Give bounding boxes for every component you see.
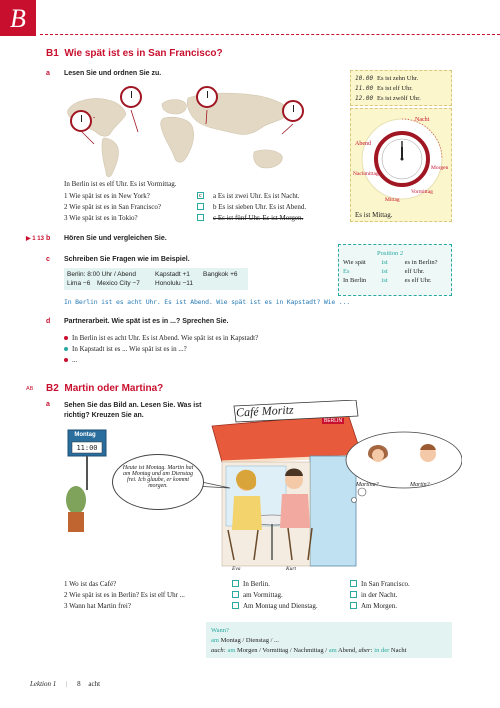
clock-label-nachmittag: Nachmittag xyxy=(353,171,379,177)
street-sign-day: Montag xyxy=(74,432,96,438)
footer-page-word: acht xyxy=(88,680,101,688)
bullet-dot-icon xyxy=(64,347,68,351)
question-row xyxy=(64,190,204,201)
eva-speech-bubble: Heute ist Montag. Martin hat am Montag und am Dienstag frei. Ich glaube, er kommt morgen. xyxy=(112,454,204,510)
footer-divider: | xyxy=(66,680,68,688)
footer-lesson: Lektion 1 xyxy=(30,680,57,688)
clock-label-nacht: Nacht xyxy=(415,117,430,123)
b1-c-instruction: Schreiben Sie Fragen wie im Beispiel. xyxy=(64,256,190,263)
question-text: 2 Wie spät ist es in San Francisco? xyxy=(64,202,161,211)
checkbox[interactable] xyxy=(350,602,357,609)
bullet-dot-icon xyxy=(64,336,68,340)
audio-track-tag[interactable]: ▶ 1 13 xyxy=(26,236,44,242)
thought-label-martin: Martin? xyxy=(410,482,430,488)
answer-text: a Es ist zwei Uhr. Es ist Nacht. xyxy=(213,191,300,200)
b1-b-letter: b xyxy=(46,235,51,242)
wann-line-2: auch: am Morgen / Vormittag / Nachmittag / am Abend, aber: in der Nacht xyxy=(211,647,407,654)
b2-a-instruction: Sehen Sie das Bild an. Lesen Sie. Was ist richtig? Kreuzen Sie an. xyxy=(64,402,202,419)
checkbox[interactable] xyxy=(350,580,357,587)
b1-d-letter: d xyxy=(46,318,51,325)
b1-a-letter: a xyxy=(46,70,50,77)
thought-label-martina: Martina? xyxy=(356,482,379,488)
b1-b-instruction: Hören Sie und vergleichen Sie. xyxy=(64,235,167,242)
handwritten-example: In Berlin ist es acht Uhr. Es ist Abend. Wie spät ist es in Kapstadt? Wie ... xyxy=(64,298,350,306)
answer-box[interactable] xyxy=(197,203,204,210)
bullet-dot-icon xyxy=(64,358,68,362)
clock-label-morgen: Morgen xyxy=(431,165,449,171)
b2-option[interactable]: Am Montag und Dienstag. xyxy=(232,600,318,611)
b1-a-instruction: Lesen Sie und ordnen Sie zu. xyxy=(64,70,162,77)
b1-d-bullets xyxy=(64,332,258,365)
question-row xyxy=(64,212,204,223)
checkbox[interactable] xyxy=(350,591,357,598)
clock-label-mittag: Mittag xyxy=(385,197,400,203)
b1-heading: B1 Wie spät ist es in San Francisco? xyxy=(46,48,223,59)
answer-box[interactable] xyxy=(197,214,204,221)
grammar-position-box xyxy=(338,244,452,296)
b2-heading: B2 Martin oder Martina? xyxy=(46,383,164,394)
b2-option[interactable]: In San Francisco. xyxy=(350,578,410,589)
top-divider xyxy=(40,34,500,35)
wann-line-1: am Montag / Dienstag / ... xyxy=(211,637,279,644)
b1-d-instruction: Partnerarbeit. Wie spät ist es in ...? Sprechen Sie. xyxy=(64,318,229,325)
question-text: 3 Wie spät ist es in Tokio? xyxy=(64,213,138,222)
clock-caption: Es ist Mittag. xyxy=(355,211,393,219)
page-footer xyxy=(30,680,100,688)
section-badge: B xyxy=(0,0,36,36)
clock-label-abend: Abend xyxy=(355,141,371,147)
question-text: 1 Wie spät ist es in New York? xyxy=(64,191,150,200)
answer-row xyxy=(213,190,353,201)
b1-c-letter: c xyxy=(46,256,50,263)
position-title: Position 2 xyxy=(377,250,404,257)
answer-text: c Es ist fünf Uhr. Es ist Morgen. xyxy=(213,213,304,222)
position-row: Wie spät ist es in Berlin? xyxy=(343,259,438,266)
b2-option[interactable]: am Vormittag. xyxy=(232,589,283,600)
clock-label-vormittag: Vormittag xyxy=(411,189,433,195)
time-offset-box xyxy=(64,268,248,290)
b2-option[interactable]: Am Morgen. xyxy=(350,600,397,611)
checkbox[interactable] xyxy=(232,580,239,587)
b2-option[interactable]: in der Nacht. xyxy=(350,589,397,600)
time-row: 10.00 Es ist zehn Uhr. xyxy=(355,75,419,82)
answer-row xyxy=(213,212,353,223)
b2-option[interactable]: In Berlin. xyxy=(232,578,270,589)
bullet-item: In Berlin ist es acht Uhr. Es ist Abend. Wie spät ist es in Kapstadt? xyxy=(64,332,258,343)
street-sign-time: 11:00 xyxy=(76,444,98,452)
daytime-clock-icon xyxy=(351,109,453,209)
wann-grammar-box xyxy=(206,622,452,658)
footer-page-number: 8 xyxy=(77,680,81,688)
time-row: 12.00 Es ist zwölf Uhr. xyxy=(355,95,421,102)
answer-row xyxy=(213,201,353,212)
answer-text: b Es ist sieben Uhr. Es ist Abend. xyxy=(213,202,307,211)
bullet-item: In Kapstadt ist es ... Wie spät ist es in ...? xyxy=(64,343,258,354)
offset-row: Lima −6 Mexico City −7 Honolulu −11 xyxy=(67,280,194,287)
checkbox[interactable] xyxy=(232,591,239,598)
checkbox[interactable] xyxy=(232,602,239,609)
offset-row: Berlin: 8:00 Uhr / Abend Kapstadt +1 Bangkok +6 xyxy=(67,271,238,278)
time-expressions-box xyxy=(350,70,452,106)
daytime-clock-box xyxy=(350,108,452,222)
b2-question: 1 Wo ist das Café? xyxy=(64,579,117,588)
cafe-sign-name: Café Moritz xyxy=(235,402,294,420)
b1-a-intro: In Berlin ist es elf Uhr. Es ist Vormittag. xyxy=(64,180,177,188)
map-pointer-lines xyxy=(60,92,310,152)
question-row xyxy=(64,201,204,212)
bullet-item: ... xyxy=(64,354,258,365)
b2-question: 3 Wann hat Martin frei? xyxy=(64,601,131,610)
position-row: In Berlin ist es elf Uhr. xyxy=(343,277,432,284)
person-label-eva: Eva xyxy=(232,566,241,572)
workbook-tag: AB xyxy=(26,386,34,392)
b1-a-question-list xyxy=(64,190,204,223)
b1-a-answer-list xyxy=(213,190,353,223)
answer-box[interactable]: c xyxy=(197,192,204,199)
b2-question: 2 Wie spät ist es in Berlin? Es ist elf Uhr ... xyxy=(64,590,185,599)
time-row: 11.00 Es ist elf Uhr. xyxy=(355,85,413,92)
person-label-kurt: Kurt xyxy=(286,566,297,572)
b2-a-letter: a xyxy=(46,401,50,408)
position-row: Es ist elf Uhr. xyxy=(343,268,425,275)
cafe-sign-city: BERLIN xyxy=(324,418,343,424)
wann-title: Wann? xyxy=(211,627,229,634)
